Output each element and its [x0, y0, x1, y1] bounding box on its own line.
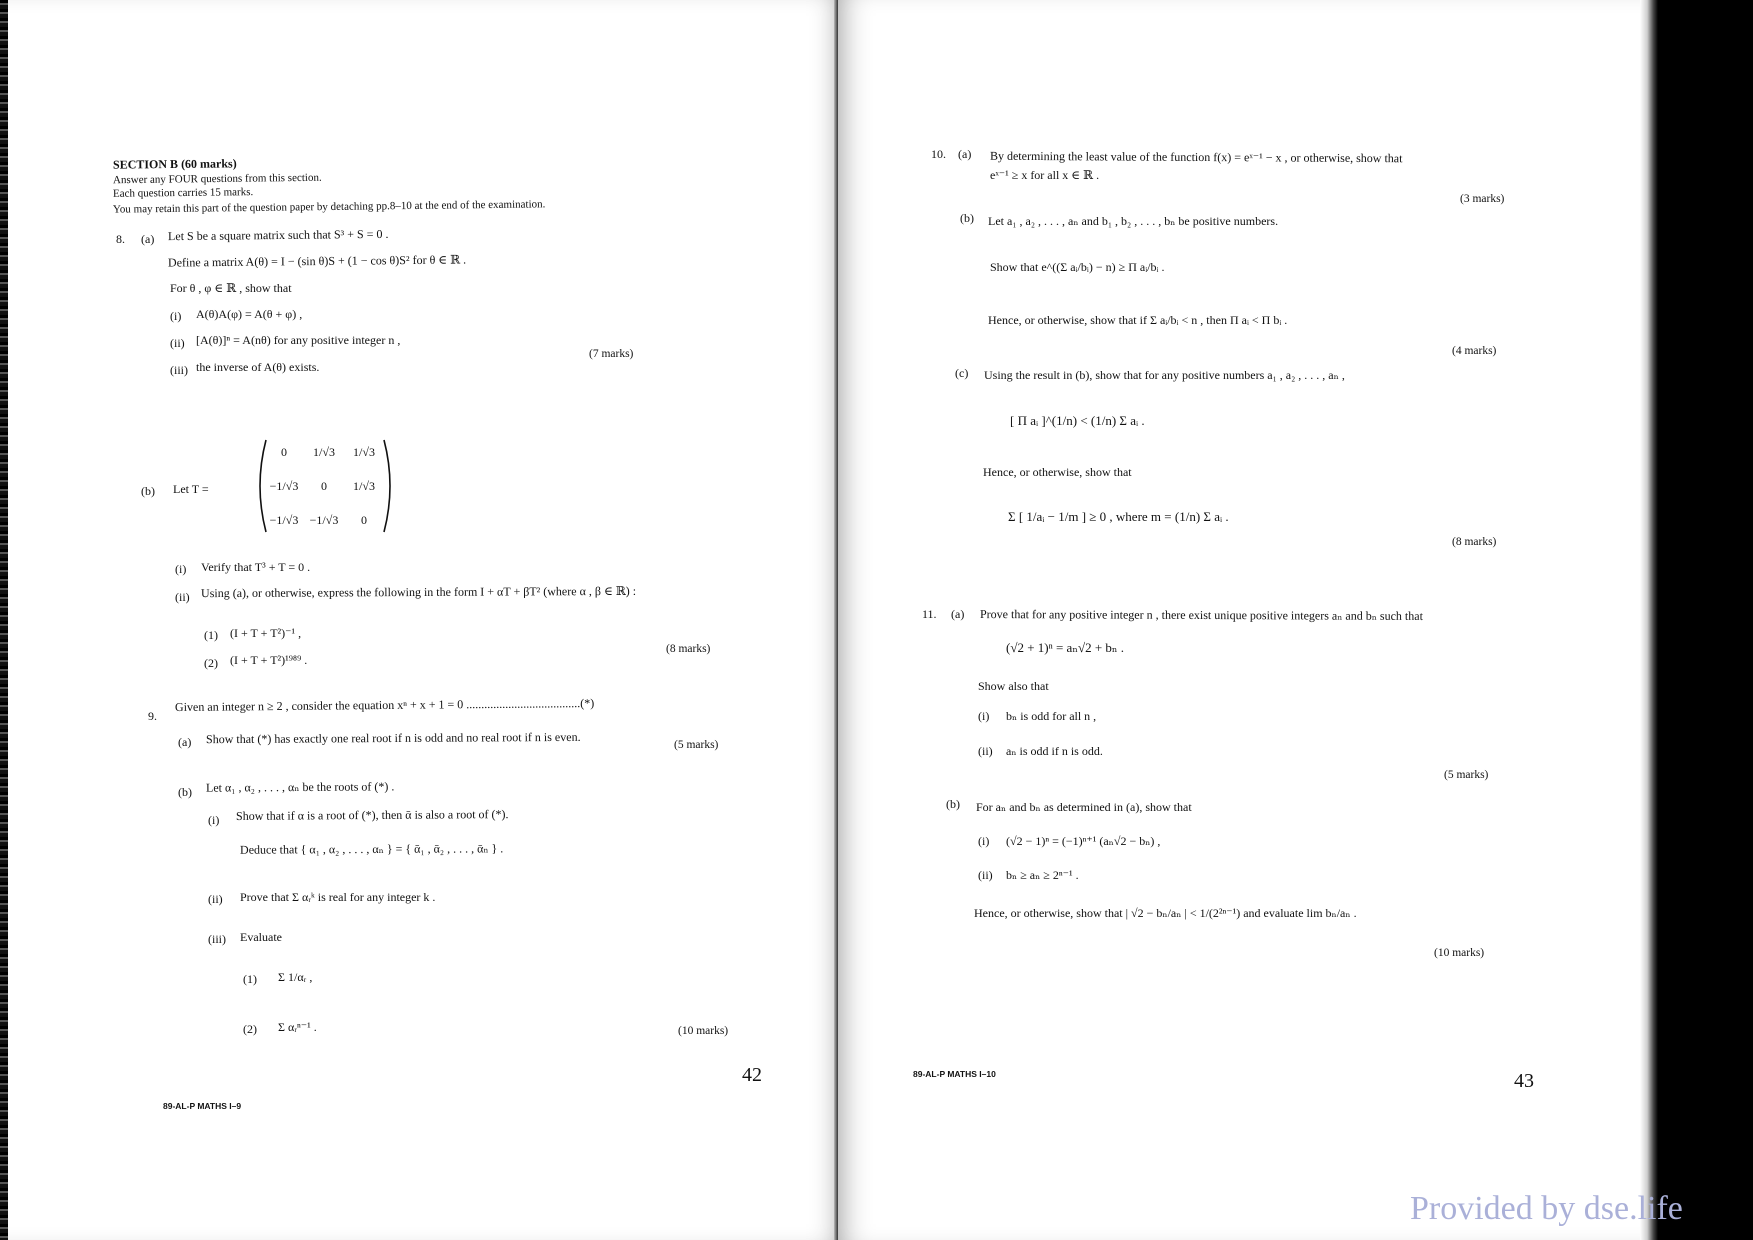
q8-b2-text: (I + T + T²)¹⁹⁸⁹ . [230, 653, 308, 667]
q8-bii-text: Using (a), or otherwise, express the following in the form I + αT + βT² (where α , β ∈ ℝ) : [200, 583, 637, 601]
matrix-cell-2-2: 0 [361, 513, 367, 527]
matrix-cell-1-1: 0 [321, 479, 327, 493]
q11-a-marks: (5 marks) [1444, 769, 1489, 781]
q9-ii-text: Prove that Σ αᵣᵏ is real for any integer k . [240, 890, 436, 904]
q9-b-text: Let α₁ , α₂ , . . . , αₙ be the roots of (*) . [205, 779, 395, 795]
q9-e1-text: Σ 1/αᵣ , [278, 970, 313, 984]
matrix-cell-0-2: 1/√3 [353, 445, 375, 459]
q9-number: 9. [148, 709, 157, 723]
q8-b1-text: (I + T + T²)⁻¹ , [230, 626, 302, 640]
q10-c-final: Σ [ 1/aᵢ − 1/m ] ≥ 0 , where m = (1/n) Σ aᵢ . [1008, 509, 1229, 524]
instruction-2: Each question carries 15 marks. [112, 186, 254, 200]
q10-c-marks: (8 marks) [1452, 536, 1497, 548]
q9-a-label: (a) [178, 735, 192, 749]
q8-bi-text: Verify that T³ + T = 0 . [201, 560, 311, 574]
q10-b-marks: (4 marks) [1452, 345, 1497, 357]
q9-e2-text: Σ αᵣⁿ⁻¹ . [278, 1020, 317, 1034]
q11-i-text: bₙ is odd for all n , [1006, 709, 1097, 723]
q11-i-label: (i) [978, 709, 990, 723]
matrix-cell-0-0: 0 [281, 445, 287, 459]
q8-for-line: For θ , φ ∈ ℝ , show that [170, 281, 292, 295]
q11-bi-label: (i) [978, 834, 990, 848]
q9-intro: Given an integer n ≥ 2 , consider the equation xⁿ + x + 1 = 0 ......................................(*) [174, 695, 595, 715]
q9-deduce: Deduce that { α₁ , α₂ , . . . , αₙ } = { ᾱ₁ , ᾱ₂ , . . . , ᾱₙ } . [239, 841, 504, 857]
q11-a-label: (a) [951, 607, 965, 621]
q10-b-text: Let a₁ , a₂ , . . . , aₙ and b₁ , b₂ , . . . , bₙ be positive numbers. [988, 214, 1279, 228]
q9-b-marks: (10 marks) [678, 1025, 729, 1037]
q8-b-label: (b) [141, 484, 155, 498]
q9-b-label: (b) [178, 785, 192, 799]
q11-number: 11. [922, 607, 937, 621]
q8-i-label: (i) [170, 309, 182, 323]
section-title: SECTION B (60 marks) [112, 156, 237, 172]
q8-b1-label: (1) [204, 628, 218, 642]
page-number-left: 42 [742, 1064, 762, 1086]
q8-number: 8. [116, 232, 125, 246]
q8-define: Define a matrix A(θ) = I − (sin θ)S + (1 − cos θ)S² for θ ∈ ℝ . [167, 252, 467, 270]
instruction-3: You may retain this part of the question paper by detaching pp.8–10 at the end of the examination. [112, 198, 546, 216]
q11-a-text: Prove that for any positive integer n , there exist unique positive integers aₙ and bₙ such that [979, 607, 1423, 623]
page-edge-right [1640, 0, 1658, 1240]
q9-i-label: (i) [208, 813, 220, 827]
q9-iii-label: (iii) [208, 932, 226, 946]
q9-a-text: Show that (*) has exactly one real root if n is odd and no real root if n is even. [205, 729, 581, 747]
q9-e2-label: (2) [243, 1022, 257, 1036]
left-page [8, 0, 840, 1240]
q10-number: 10. [931, 147, 946, 161]
matrix-cell-2-1: −1/√3 [309, 513, 339, 527]
q11-ii-label: (ii) [978, 744, 993, 758]
q10-b-show: Show that e^((Σ aᵢ/bᵢ) − n) ≥ Π aᵢ/bᵢ . [990, 260, 1165, 274]
q9-a-marks: (5 marks) [674, 739, 719, 751]
q9-i-text: Show that if α is a root of (*), then ᾱ is also a root of (*). [235, 807, 509, 823]
footer-right: 89-AL-P MATHS I–10 [913, 1069, 996, 1079]
q9-iii-text: Evaluate [240, 930, 282, 944]
q8-bii-label: (ii) [175, 590, 190, 604]
matrix-t [256, 438, 394, 534]
q11-b-marks: (10 marks) [1434, 947, 1485, 959]
q8-a-label: (a) [141, 232, 155, 246]
q10-a-text2: eˣ⁻¹ ≥ x for all x ∈ ℝ . [990, 168, 1100, 182]
q9-ii-label: (ii) [208, 892, 223, 906]
q8-ii-label: (ii) [170, 336, 185, 350]
matrix-cell-0-1: 1/√3 [313, 445, 335, 459]
q8-b2-label: (2) [204, 656, 218, 670]
q8-a-text: Let S be a square matrix such that S³ + S = 0 . [167, 226, 389, 244]
q11-bii-label: (ii) [978, 868, 993, 882]
q11-b-hence: Hence, or otherwise, show that | √2 − bₙ/aₙ | < 1/(2²ⁿ⁻¹) and evaluate lim bₙ/aₙ . [974, 906, 1357, 920]
q8-iii-label: (iii) [170, 363, 188, 377]
instruction-1: Answer any FOUR questions from this section. [112, 171, 322, 187]
q11-bi-text: (√2 − 1)ⁿ = (−1)ⁿ⁺¹ (aₙ√2 − bₙ) , [1006, 834, 1161, 848]
watermark-link[interactable]: Provided by dse.life [1410, 1190, 1683, 1227]
q10-c-label: (c) [955, 366, 969, 380]
q10-a-label: (a) [958, 147, 972, 161]
matrix-cell-2-0: −1/√3 [269, 513, 299, 527]
q8-i-text: A(θ)A(φ) = A(θ + φ) , [196, 307, 303, 321]
footer-left: 89-AL-P MATHS I–9 [163, 1101, 242, 1111]
q10-c-ineq: [ Π aᵢ ]^(1/n) < (1/n) Σ aᵢ . [1010, 413, 1145, 428]
q10-b-hence: Hence, or otherwise, show that if Σ aᵢ/bᵢ < n , then Π aᵢ < Π bᵢ . [988, 313, 1288, 327]
q11-b-label: (b) [946, 797, 960, 811]
q10-c-hence: Hence, or otherwise, show that [983, 465, 1132, 479]
q11-show-also: Show also that [978, 679, 1049, 693]
q8-b-text: Let T = [173, 482, 209, 496]
q10-a-text: By determining the least value of the function f(x) = eˣ⁻¹ − x , or otherwise, show that [989, 148, 1403, 166]
right-page [838, 0, 1658, 1240]
q8-iii-text: the inverse of A(θ) exists. [196, 360, 320, 374]
q11-a-eq: (√2 + 1)ⁿ = aₙ√2 + bₙ . [1006, 640, 1125, 655]
q8-ii-text: [A(θ)]ⁿ = A(nθ) for any positive integer n , [196, 333, 401, 347]
matrix-cell-1-0: −1/√3 [269, 479, 299, 493]
q11-b-text: For aₙ and bₙ as determined in (a), show that [976, 800, 1192, 814]
q8-bi-label: (i) [175, 562, 187, 576]
q11-ii-text: aₙ is odd if n is odd. [1006, 744, 1103, 758]
q10-c-text: Using the result in (b), show that for any positive numbers a₁ , a₂ , . . . , aₙ , [984, 368, 1345, 382]
q11-bii-text: bₙ ≥ aₙ ≥ 2ⁿ⁻¹ . [1006, 868, 1079, 882]
matrix-cell-1-2: 1/√3 [353, 479, 375, 493]
q8-a-marks: (7 marks) [589, 348, 634, 360]
page-number-right: 43 [1514, 1070, 1534, 1092]
q9-e1-label: (1) [243, 972, 257, 986]
q10-b-label: (b) [960, 211, 974, 225]
q8-b-marks: (8 marks) [666, 643, 711, 655]
q10-a-marks: (3 marks) [1460, 193, 1505, 205]
